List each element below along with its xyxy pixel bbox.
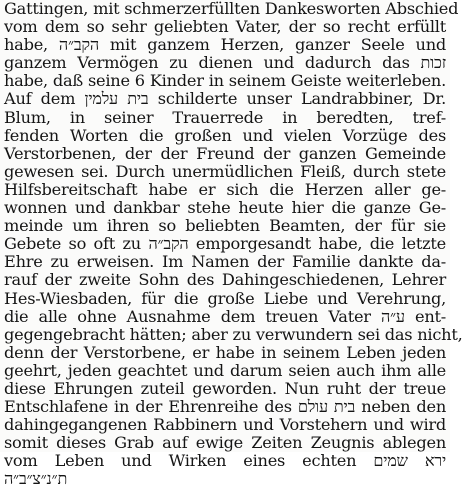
text-line: habe, הקב״ה mit ganzem Herzen, ganzer Seele und [4, 35, 446, 55]
text-line: denn der Verstorbene, er habe in seinem Leben jeden [4, 342, 446, 362]
text-line: vom dem so sehr geliebten Vater, der so recht erfüllt [4, 17, 446, 37]
text-line: Verstorbenen, der der Freund der ganzen Gemeinde [4, 143, 446, 163]
text-line: Gattingen, mit schmerzerfüllten Dankesworten Abschied [4, 0, 459, 18]
text-line: wonnen und dankbar stehe heute hier die ganze Ge- [4, 198, 446, 218]
text-line: die alle ohne Ausnahme dem treuen Vater ע״ה ent- [4, 306, 446, 326]
text-line: Entschlafene in der Ehrenreihe des בית עולם neben den [4, 397, 447, 417]
text-line-cut-off: ת״נ״צ״ב״ה [4, 469, 68, 489]
text-line: habe, daß seine 6 Kinder in seinem Geiste weiterleben. [4, 71, 446, 91]
text-line: Hilfsbereitschaft habe er sich die Herzen aller ge- [4, 179, 446, 199]
text-line: Ehre zu erweisen. Im Namen der Familie dankte da- [4, 252, 446, 272]
text-line: Hes-Wiesbaden, für die große Liebe und Verehrung, [4, 288, 446, 308]
text-line: dahingegangenen Rabbinern und Vorstehern und wird [4, 415, 446, 435]
text-line: rauf der zweite Sohn des Dahingeschiedenen, Lehrer [4, 270, 446, 290]
text-line: Gebete so oft zu הקב״ה emporgesandt habe, die letzte [4, 234, 446, 254]
text-line: gewesen sei. Durch unermüdlichen Fleiß, durch stete [4, 161, 446, 181]
text-line: somit dieses Grab auf ewige Zeiten Zeugnis ablegen [4, 433, 446, 453]
text-line: diese Ehrungen zuteil geworden. Nun ruht der treue [4, 378, 446, 398]
text-line: Blum, in seiner Trauerrede in beredten, tref- [4, 107, 446, 127]
text-line: vom Leben und Wirken eines echten ירא שמים [4, 451, 446, 471]
text-line: meinde um ihren so beliebten Beamten, der für sie [4, 216, 446, 236]
text-line: geehrt, jeden geachtet und darum seien auch ihm alle [4, 360, 446, 380]
text-line: ganzem Vermögen zu dienen und dadurch das זכות [4, 53, 446, 73]
article-text-column [4, 0, 463, 489]
text-line: gegengebracht hätten; aber zu verwundern sei das nicht, [4, 324, 463, 344]
text-line: Auf dem בית עלמין schilderte unser Landrabbiner, Dr. [4, 89, 446, 109]
text-line: fenden Worten die großen und vielen Vorzüge des [4, 125, 446, 145]
